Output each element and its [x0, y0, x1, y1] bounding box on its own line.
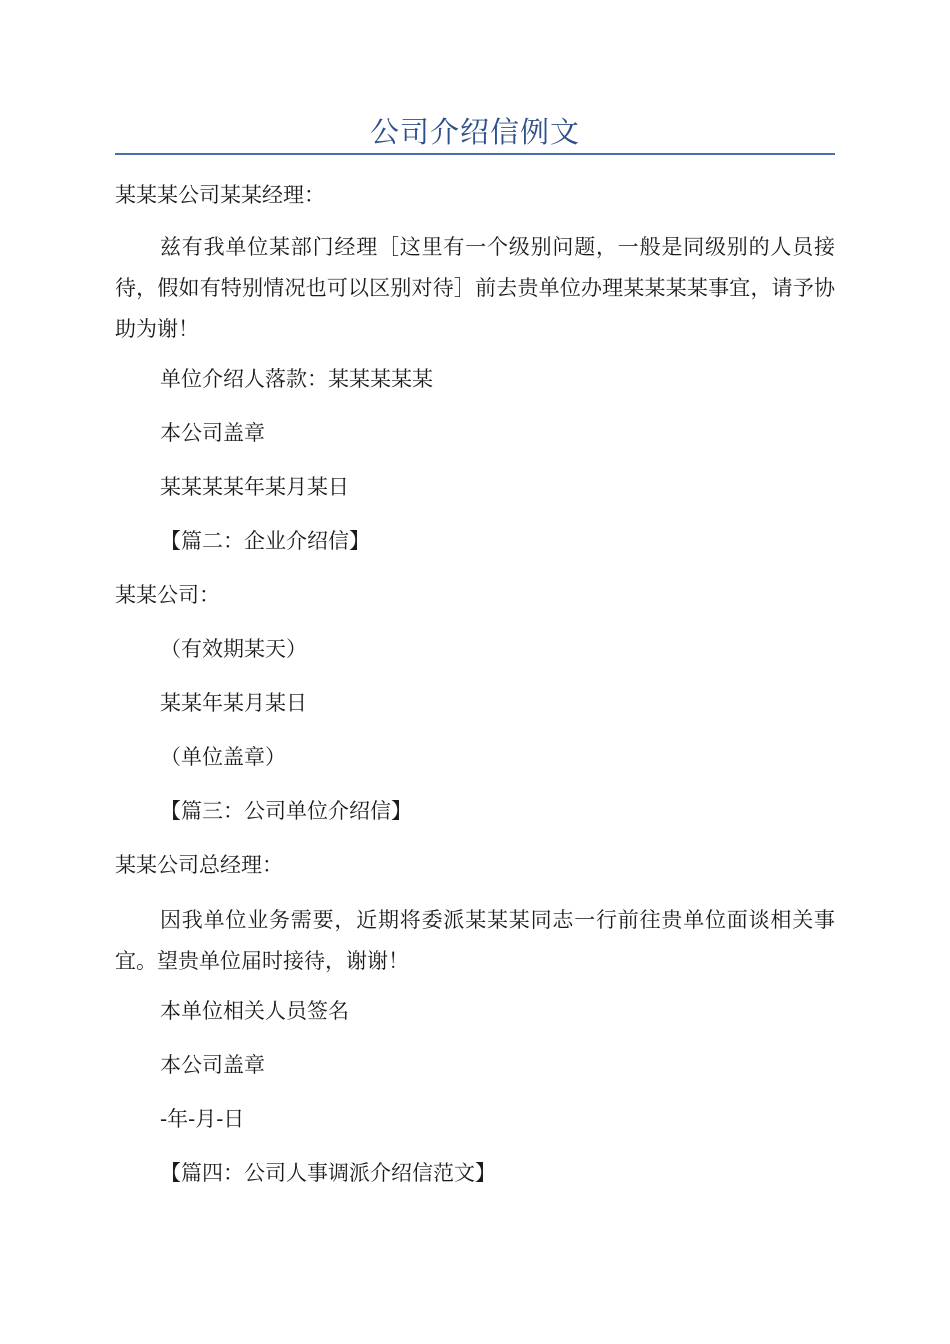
letter1-date: 某某某某年某月某日 [160, 475, 349, 499]
section4-heading: 【篇四：公司人事调派介绍信范文】 [160, 1161, 496, 1185]
section2-salutation: 某某公司： [115, 583, 220, 607]
section3-seal: 本公司盖章 [160, 1053, 265, 1077]
section3-salutation: 某某公司总经理： [115, 853, 283, 877]
section3-heading: 【篇三：公司单位介绍信】 [160, 799, 412, 823]
letter1-body: 兹有我单位某部门经理［这里有一个级别问题，一般是同级别的人员接待，假如有特别情况也可以区别对待］前去贵单位办理某某某某事宜，请予协助为谢！ [115, 235, 835, 341]
letter1-signatory: 单位介绍人落款：某某某某某 [160, 367, 433, 391]
section3-body: 因我单位业务需要，近期将委派某某某同志一行前往贵单位面谈相关事宜。望贵单位届时接待，谢谢！ [115, 908, 835, 973]
letter1-seal: 本公司盖章 [160, 421, 265, 445]
section2-heading: 【篇二：企业介绍信】 [160, 529, 370, 553]
letter1-salutation: 某某某公司某某经理： [115, 183, 325, 207]
title-underline [115, 153, 835, 155]
document-title: 公司介绍信例文 [369, 115, 580, 149]
section2-date: 某某年某月某日 [160, 691, 307, 715]
section2-validity: （有效期某天） [160, 637, 307, 661]
section3-date: -年-月-日 [160, 1107, 245, 1131]
section2-seal: （单位盖章） [160, 745, 286, 769]
section3-signature: 本单位相关人员签名 [160, 999, 349, 1023]
